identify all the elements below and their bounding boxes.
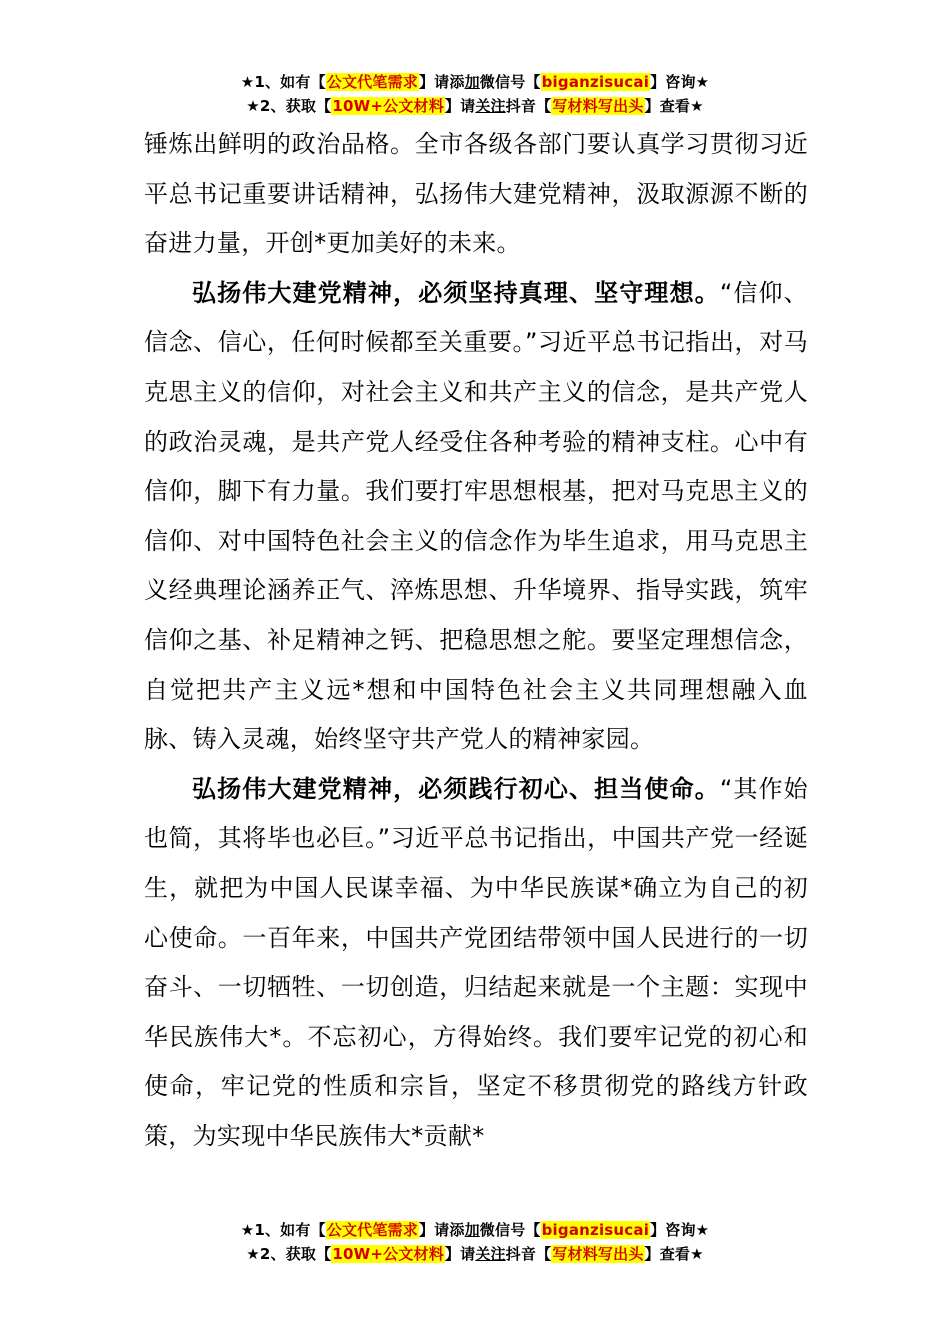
highlight-wechat-id: biganzisucai <box>541 73 650 91</box>
paragraph-2 <box>144 269 808 765</box>
footer-banner <box>0 1218 950 1266</box>
highlight-service: 公文代笔需求 <box>326 73 418 91</box>
footer-line-2: ★2、获取【10W+公文材料】请关注抖音【写材料写出头】查看★ <box>246 1245 704 1263</box>
header-banner <box>0 70 950 118</box>
paragraph-1: 锤炼出鲜明的政治品格。全市各级各部门要认真学习贯彻习近平总书记重要讲话精神，弘扬伟大建党精神，汲取源源不断的奋进力量，开创*更加美好的未来。 <box>144 130 808 258</box>
paragraph-3-body: “其作始也简，其将毕也必巨。”习近平总书记指出，中国共产党一经诞生，就把为中国人民谋幸福、为中华民族谋*确立为自己的初心使命。一百年来，中国共产党团结带领中国人民进行的一切奋斗、一切牺牲、一切创造，归结起来就是一个主题：实现中华民族伟大*。不忘初心，方得始终。我们要牢记党的初心和使命，牢记党的性质和宗旨，坚定不移贯彻党的路线方针政策，为实现中华民族伟大*贡献* <box>144 774 808 1150</box>
highlight-douyin-id: 写材料写出头 <box>552 97 644 115</box>
paragraph-3-heading: 弘扬伟大建党精神，必须践行初心、担当使命。 <box>192 774 720 803</box>
document-body <box>144 120 808 1161</box>
paragraph-2-body: “信仰、信念、信心，任何时候都至关重要。”习近平总书记指出，对马克思主义的信仰，对社会主义和共产主义的信念，是共产党人的政治灵魂，是共产党人经受住各种考验的精神支柱。心中有信仰，脚下有力量。我们要打牢思想根基，把对马克思主义的信仰、对中国特色社会主义的信念作为毕生追求，用马克思主义经典理论涵养正气、淬炼思想、升华境界、指导实践，筑牢信仰之基、补足精神之钙、把稳思想之舵。要坚定理想信念，自觉把共产主义远*想和中国特色社会主义共同理想融入血脉、铸入灵魂，始终坚守共产党人的精神家园。 <box>144 278 808 754</box>
footer-line-1: ★1、如有【公文代笔需求】请添加微信号【biganzisucai】咨询★ <box>240 1221 710 1239</box>
paragraph-3 <box>144 765 808 1162</box>
highlight-materials: 10W+公文材料 <box>332 97 444 115</box>
paragraph-2-heading: 弘扬伟大建党精神，必须坚持真理、坚守理想。 <box>192 278 720 307</box>
banner-line-1: ★1、如有【公文代笔需求】请添加微信号【biganzisucai】咨询★ <box>240 73 710 91</box>
banner-line-2: ★2、获取【10W+公文材料】请关注抖音【写材料写出头】查看★ <box>246 97 704 115</box>
